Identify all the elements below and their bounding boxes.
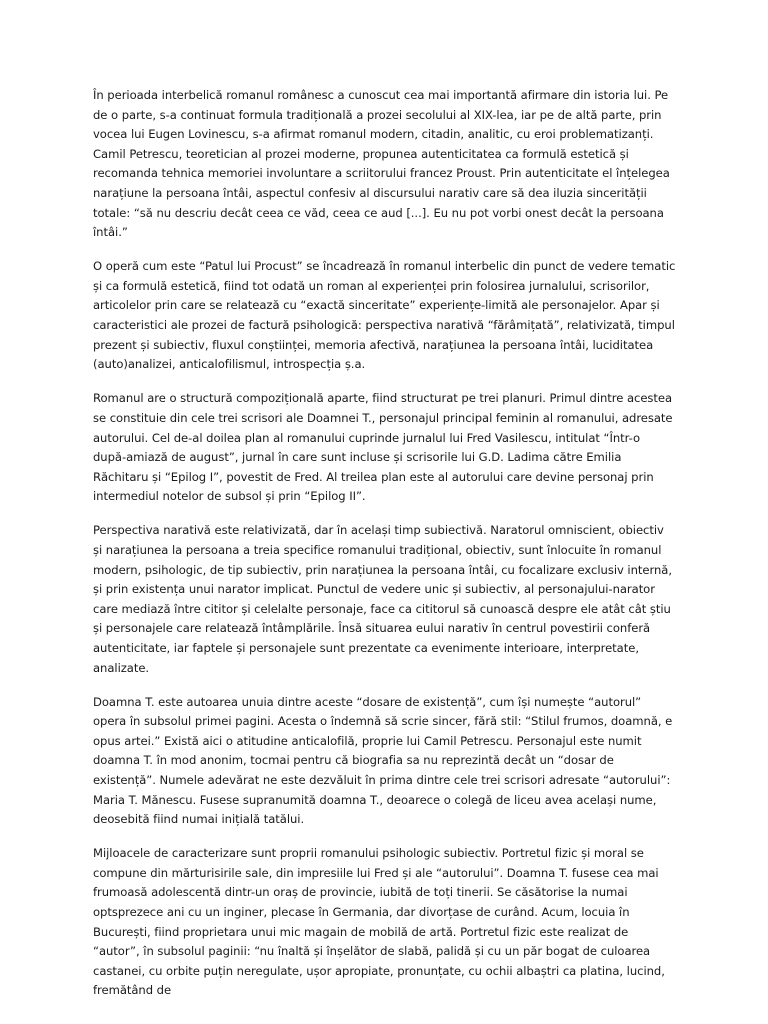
paragraph-structure: Romanul are o structură compozițională aparte, fiind structurat pe trei planuri. Primul dintre acestea se constituie din cele trei scrisori ale Doamnei T., personajul principal feminin al romanului, adresate autorului. Cel de-al doilea plan al romanului cuprinde jurnalul lui Fred Vasilescu, intitulat “Într-o după-amiază de august”, jurnal în care sunt incluse și scrisorile lui G.D. Ladima către Emilia Răchitaru și “Epilog I”, povestit de Fred. Al treilea plan este al autorului care devine personaj prin intermediul notelor de subsol și prin “Epilog II”. bbox=[93, 391, 673, 504]
document-body bbox=[93, 86, 676, 1001]
paragraph-patul-lui-procust: O operă cum este “Patul lui Procust” se încadrează în romanul interbelic din punct de vedere tematic și ca formulă estetică, fiind tot odată un roman al experienței prin folosirea jurnalului, scrisorilor, articolelor prin care se relatează cu “exactă sinceritate” experiențe-limită ale personajelor. Apar și caracteristici ale prozei de factură psihologică: perspectiva narativă “fărâmițată”, relativizată, timpul prezent și subiectiv, fluxul conștiinței, memoria afectivă, narațiunea la persoana întâi, luciditatea (auto)analizei, anticalofilismul, introspecția ș.a. bbox=[93, 259, 676, 372]
paragraph-interwar-novel: În perioada interbelică romanul românesc a cunoscut cea mai importantă afirmare din istoria lui. Pe de o parte, s-a continuat formula tradițională a prozei secolului al XIX-lea, iar pe de altă parte, prin vocea lui Eugen Lovinescu, s-a afirmat romanul modern, citadin, analitic, cu eroi problematizanți. Camil Petrescu, teoretician al prozei moderne, propunea autenticitatea ca formulă estetică și recomanda tehnica memoriei involuntare a scriitorului francez Proust. Prin autenticitate el înțelegea narațiune la persoana întâi, aspectul confesiv al discursului narativ care să dea iluzia sincerității totale: “să nu descriu decât ceea ce văd, ceea ce aud [...]. Eu nu pot vorbi onest decât la persoana întâi.” bbox=[93, 88, 670, 240]
paragraph-characterization: Mijloacele de caracterizare sunt proprii romanului psihologic subiectiv. Portretul fizic și moral se compune din mărturisirile sale, din impresiile lui Fred și ale “autorului”. Doamna T. fusese cea mai frumoasă adolescentă dintr-un oraș de provincie, iubită de toți tinerii. Se căsătorise la numai optsprezece ani cu un inginer, plecase în Germania, dar divorțase de curând. Acum, locuia în București, fiind proprietara unui mic magain de mobilă de artă. Portretul fizic este realizat de “autor”, în subsolul paginii: “nu înaltă și înșelător de slabă, palidă și cu un păr bogat de culoarea castanei, cu orbite puțin neregulate, ușor apropiate, pronunțate, cu ochii albaștri ca platina, lucind, fremătând de bbox=[93, 846, 665, 998]
paragraph-perspective: Perspectiva narativă este relativizată, dar în același timp subiectivă. Naratorul omniscient, obiectiv și narațiunea la persoana a treia specifice romanului tradițional, obiectiv, sunt înlocuite în romanul modern, psihologic, de tip subiectiv, prin narațiunea la persoana întâi, cu focalizare exclusiv internă, și prin existența unui narator implicat. Punctul de vedere unic și subiectiv, al personajului-narator care mediază între cititor și celelalte personaje, face ca cititorul să cunoască despre ele atât cât știu și personajele care relatează întâmplările. Însă situarea eului narativ în centrul povestirii conferă autenticitate, iar faptele și personajele sunt prezentate ca evenimente interioare, interpretate, analizate. bbox=[93, 523, 672, 675]
paragraph-doamna-t: Doamna T. este autoarea unuia dintre aceste “dosare de existență”, cum își numește “autorul” opera în subsolul primei pagini. Acesta o îndemnă să scrie sincer, fără stil: “Stilul frumos, doamnă, e opus artei.” Există aici o atitudine anticalofilă, proprie lui Camil Petrescu. Personajul este numit doamna T. în mod anonim, tocmai pentru că biografia sa nu reprezintă decât un “dosar de existență”. Numele adevărat ne este dezvăluit în prima dintre cele trei scrisori adresate “autorului”: Maria T. Mănescu. Fusese supranumită doamna T., deoarece o colegă de liceu avea același nume, deosebită fiind numai inițială tatălui. bbox=[93, 694, 673, 827]
